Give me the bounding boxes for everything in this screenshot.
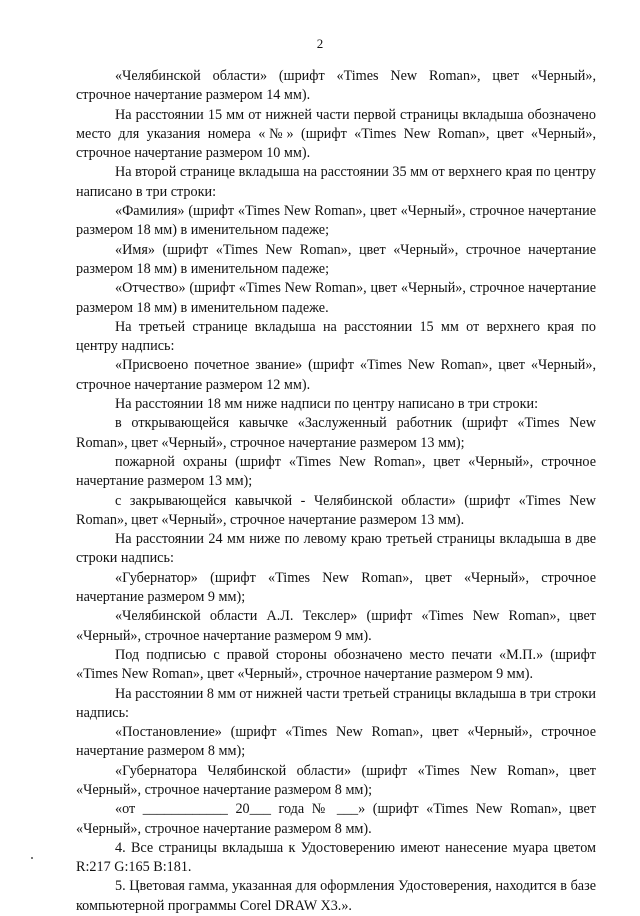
paragraph-19: «Губернатора Челябинской области» (шрифт «Times New Roman», цвет «Черный», строчное начертание размером 8 мм); — [76, 762, 596, 798]
paragraph-18: «Постановление» (шрифт «Times New Roman», цвет «Черный», строчное начертание размером 8 мм); — [76, 724, 596, 760]
paragraph-7: На третьей странице вкладыша на расстоянии 15 мм от верхнего края по центру надпись: — [76, 318, 596, 355]
document-body — [76, 67, 596, 916]
paragraph-20: «от ____________ 20___ года № ___» (шрифт «Times New Roman», цвет «Черный», строчное начертание размером 8 мм). — [76, 801, 596, 837]
paragraph-8: «Присвоено почетное звание» (шрифт «Times New Roman», цвет «Черный», строчное начертание размером 12 мм). — [76, 357, 596, 393]
paragraph-3: На второй странице вкладыша на расстоянии 35 мм от верхнего края по центру написано в три строки: — [76, 164, 596, 200]
paragraph-1: «Челябинской области» (шрифт «Times New Roman», цвет «Черный», строчное начертание размером 14 мм). — [76, 68, 596, 104]
paragraph-17: На расстоянии 8 мм от нижней части третьей страницы вкладыша в три строки надпись: — [76, 685, 596, 721]
paragraph-21: 4. Все страницы вкладыша к Удостоверению имеют нанесение муара цветом R:217 G:165 B:181. — [76, 839, 596, 876]
paragraph-12: с закрывающейся кавычкой - Челябинской области» (шрифт «Times New Roman», цвет «Черный», строчное начертание размером 13 мм). — [76, 492, 596, 528]
scan-speck — [31, 857, 33, 859]
paragraph-11: пожарной охраны (шрифт «Times New Roman», цвет «Черный», строчное начертание размером 13 мм); — [76, 453, 596, 490]
paragraph-13: На расстоянии 24 мм ниже по левому краю третьей страницы вкладыша в две строки надпись: — [76, 531, 596, 567]
paragraph-10: в открывающейся кавычке «Заслуженный работник (шрифт «Times New Roman», цвет «Черный», строчное начертание размером 13 мм); — [76, 415, 596, 451]
paragraph-14: «Губернатор» (шрифт «Times New Roman», цвет «Черный», строчное начертание размером 9 мм); — [76, 569, 596, 606]
paragraph-16: Под подписью с правой стороны обозначено место печати «М.П.» (шрифт «Times New Roman», цвет «Черный», строчное начертание размером 9 мм). — [76, 646, 596, 683]
paragraph-6: «Отчество» (шрифт «Times New Roman», цвет «Черный», строчное начертание размером 18 мм) в именительном падеже. — [76, 280, 596, 316]
paragraph-4: «Фамилия» (шрифт «Times New Roman», цвет «Черный», строчное начертание размером 18 мм) в именительном падеже; — [76, 203, 596, 239]
paragraph-9: На расстоянии 18 мм ниже надписи по центру написано в три строки: — [115, 396, 539, 413]
page-number: 2 — [316, 36, 324, 51]
paragraph-22: 5. Цветовая гамма, указанная для оформления Удостоверения, находится в базе компьютерной программы Corel DRAW X3.». — [76, 878, 596, 914]
paragraph-15: «Челябинской области А.Л. Текслер» (шрифт «Times New Roman», цвет «Черный», строчное начертание размером 9 мм). — [76, 608, 596, 644]
paragraph-2: На расстоянии 15 мм от нижней части первой страницы вкладыша обозначено место для указания номера «№» (шрифт «Times New Roman», цвет «Черный», строчное начертание размером 10 мм). — [76, 106, 596, 162]
paragraph-5: «Имя» (шрифт «Times New Roman», цвет «Черный», строчное начертание размером 18 мм) в именительном падеже; — [76, 241, 596, 277]
